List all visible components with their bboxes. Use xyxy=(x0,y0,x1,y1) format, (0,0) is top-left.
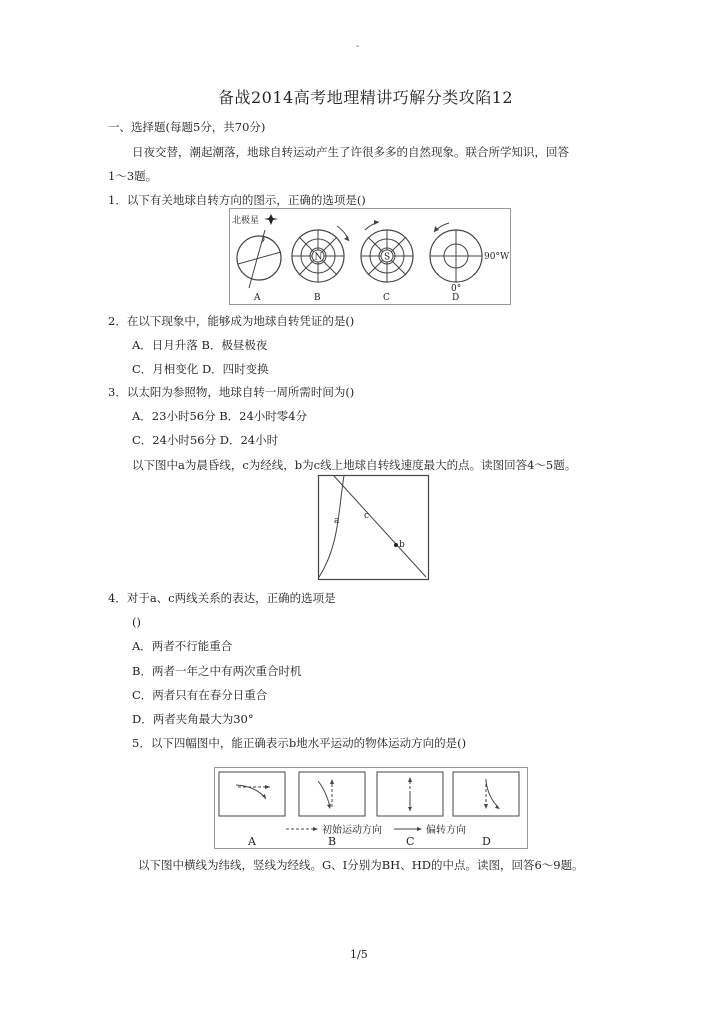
question-2-stem: 2．在以下现象中，能够成为地球自转凭证的是() xyxy=(108,314,355,328)
fig5-label-b: B xyxy=(328,835,337,848)
legend-deflection-direction: 偏转方向 xyxy=(426,825,466,836)
question-3-options-cd: C．24小时56分 D．24小时 xyxy=(132,433,279,447)
label-c: c xyxy=(364,511,370,521)
label-a: a xyxy=(334,516,340,526)
legend-initial-direction: 初始运动方向 xyxy=(322,825,382,836)
question-4-option-b: B．两者一年之中有两次重合时机 xyxy=(132,664,302,678)
question-2-options-ab: A．日月升落 B．极昼极夜 xyxy=(132,338,268,352)
point-b xyxy=(394,543,398,547)
question-1-stem: 1．以下有关地球自转方向的图示，正确的选项是() xyxy=(108,193,366,207)
intro-4-5: 以下图中a为晨昏线，c为经线，b为c线上地球自转线速度最大的点。读图回答4～5题。 xyxy=(132,458,577,472)
question-1-figure xyxy=(229,208,511,305)
section-heading: 一、选择题(每题5分，共70分) xyxy=(108,120,266,134)
page-number: 1/5 xyxy=(350,948,368,961)
intro-line-1: 日夜交替，潮起潮落，地球自转运动产生了许很多多的自然现象。联合所学知识，回答 xyxy=(132,145,569,159)
question-3-options-ab: A．23小时56分 B．24小时零4分 xyxy=(132,409,308,423)
label-b: b xyxy=(399,540,405,550)
fig1-label-b: B xyxy=(314,293,321,303)
fig1-label-c: C xyxy=(383,293,390,303)
terminator-figure xyxy=(314,474,430,582)
question-4-option-c: C．两者只有在春分日重合 xyxy=(132,688,268,702)
fig1-label-d: D xyxy=(452,293,460,303)
question-5-stem: 5．以下四幅图中，能正确表示b地水平运动的物体运动方向的是() xyxy=(132,736,467,750)
north-star-label: 北极星 xyxy=(232,216,260,226)
header-mark: - xyxy=(356,41,360,52)
fig5-label-a: A xyxy=(248,835,256,848)
fig5-label-d: D xyxy=(482,835,491,848)
question-4-option-a: A．两者不行能重合 xyxy=(132,639,233,653)
question-2-options-cd: C．月相变化 D．四时变换 xyxy=(132,362,269,376)
pole-s-label: S xyxy=(384,252,391,263)
longitude-0-label: 0° xyxy=(451,284,462,294)
fig1-label-a: A xyxy=(254,293,261,303)
question-4-paren: () xyxy=(132,615,141,629)
page-title: 备战2014高考地理精讲巧解分类攻陷12 xyxy=(218,88,514,107)
intro-6-9: 以下图中横线为纬线，竖线为经线。G、I分别为BH、HD的中点。读图，回答6～9题。 xyxy=(138,858,584,872)
intro-line-2: 1～3题。 xyxy=(108,169,158,183)
question-4-stem: 4．对于a、c两线关系的表达，正确的选项是 xyxy=(108,591,336,605)
question-5-figure xyxy=(214,767,528,849)
pole-n-label: N xyxy=(314,252,323,263)
question-4-option-d: D．两者夹角最大为30° xyxy=(132,712,254,726)
fig5-label-c: C xyxy=(406,835,415,848)
longitude-90w-label: 90°W xyxy=(484,252,510,262)
question-3-stem: 3．以太阳为参照物，地球自转一周所需时间为() xyxy=(108,385,355,399)
